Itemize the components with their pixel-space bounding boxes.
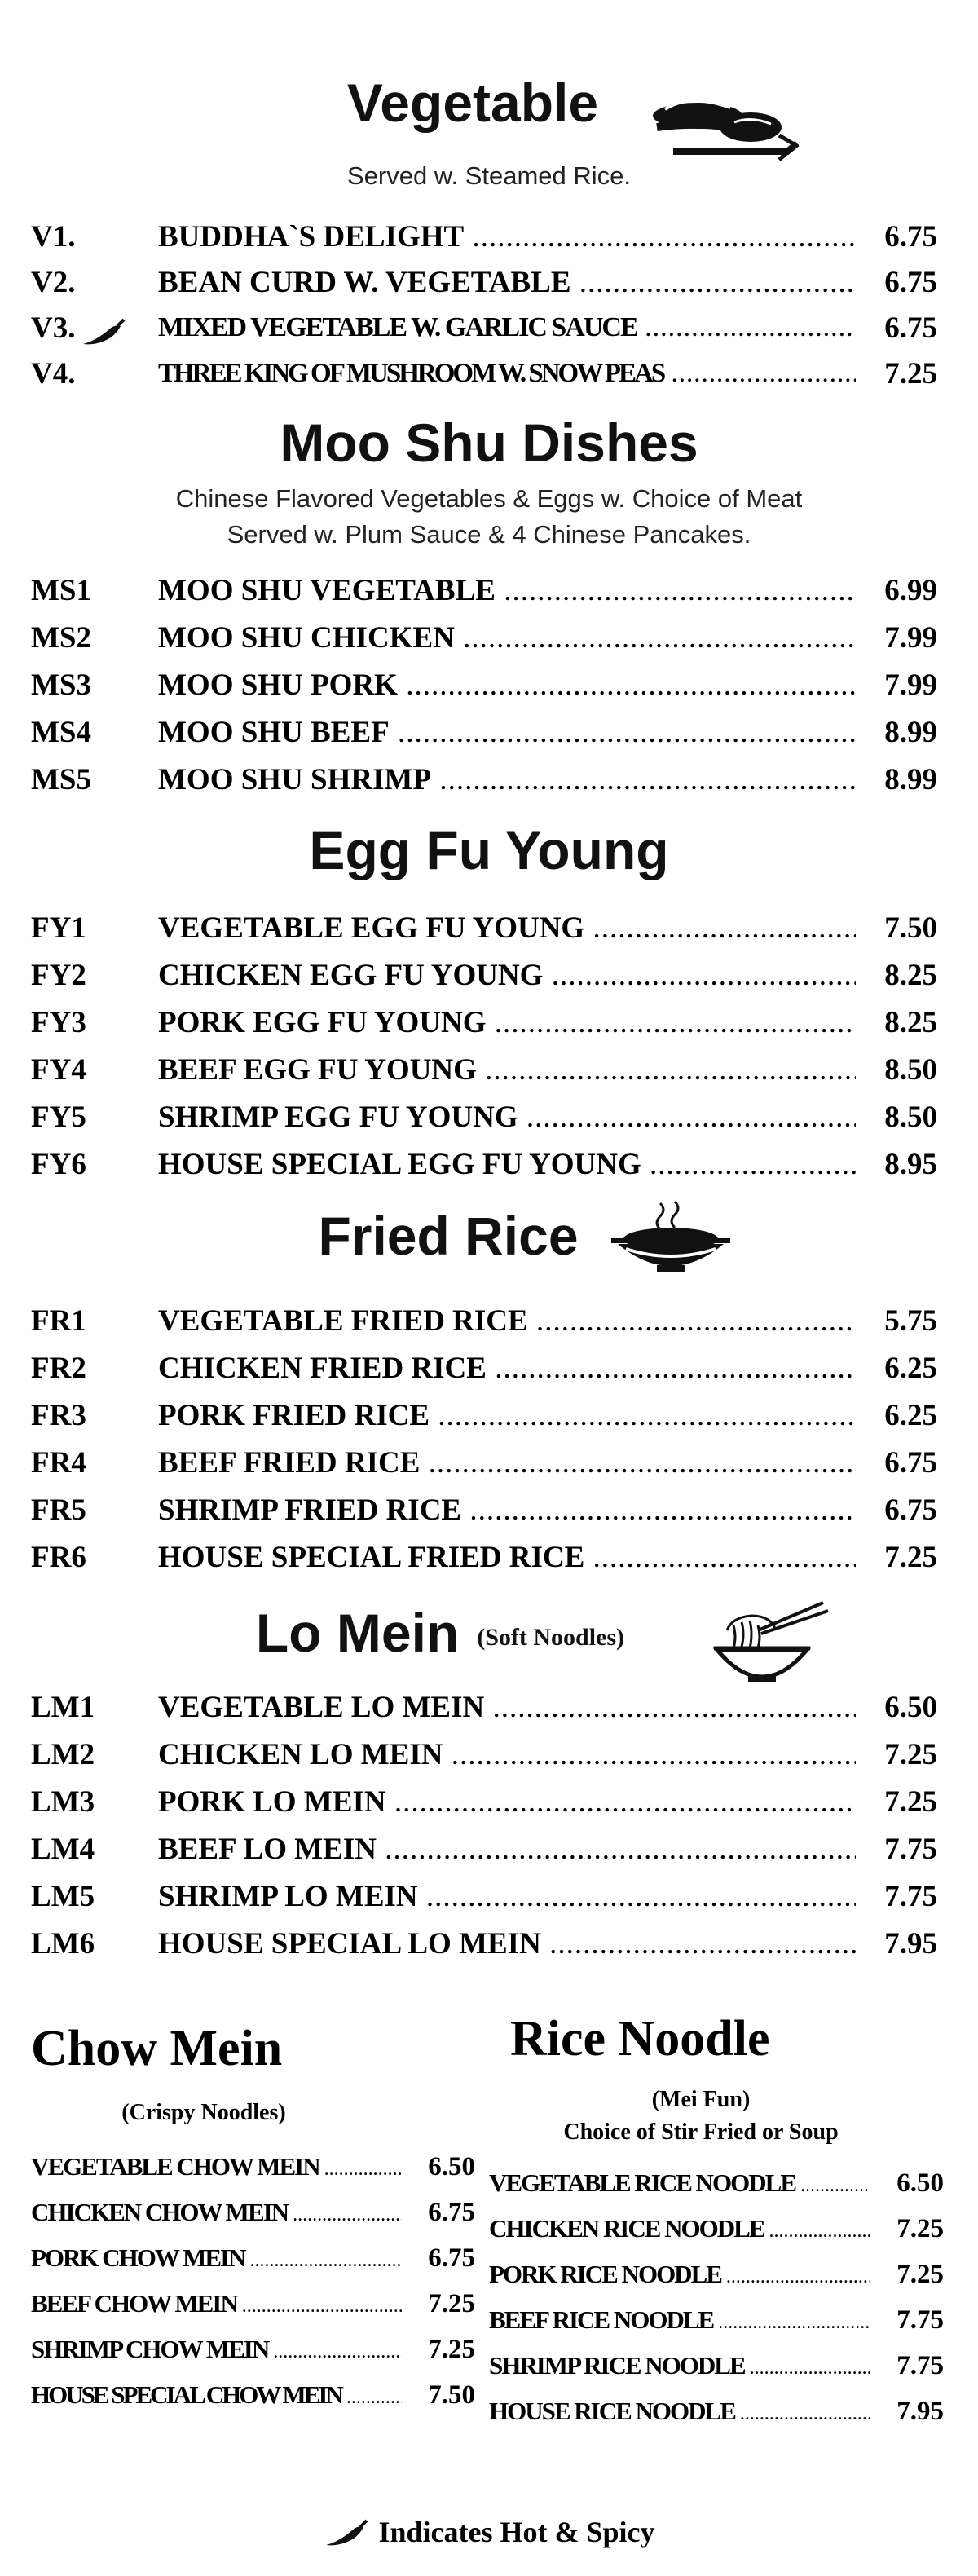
item-price: 7.75 bbox=[896, 2350, 944, 2380]
item-price: 7.99 bbox=[884, 620, 937, 655]
item-price: 6.75 bbox=[884, 1445, 937, 1480]
item-price: 8.25 bbox=[884, 958, 937, 992]
menu-item-lm3[interactable] bbox=[31, 1779, 937, 1824]
menu-item-chow-mein-shrimp[interactable] bbox=[31, 2327, 475, 2372]
section-title-egg-fu-young: Egg Fu Young bbox=[309, 820, 669, 880]
item-name: SHRIMP LO MEIN ..... bbox=[129, 1879, 856, 1914]
menu-item-ms5[interactable] bbox=[31, 756, 937, 802]
item-name: CHICKEN RICE NOODLE ..... bbox=[489, 2214, 870, 2243]
item-name: VEGETABLE LO MEIN ..... bbox=[129, 1690, 856, 1725]
moo-shu-subtitle-1: Chinese Flavored Vegetables & Eggs w. Choice of Meat bbox=[175, 484, 803, 513]
item-price: 6.50 bbox=[428, 2151, 475, 2181]
item-name: PORK FRIED RICE ..... bbox=[129, 1398, 856, 1433]
item-price: 8.50 bbox=[884, 1052, 937, 1087]
item-code: FY6 bbox=[31, 1147, 86, 1181]
item-price: 7.25 bbox=[884, 1737, 937, 1771]
item-name: HOUSE SPECIAL CHOW MEIN ..... bbox=[31, 2380, 402, 2410]
item-price: 7.25 bbox=[896, 2213, 944, 2243]
item-price: 7.99 bbox=[884, 668, 937, 702]
item-code: FR4 bbox=[31, 1445, 86, 1480]
item-code: FR1 bbox=[31, 1303, 86, 1338]
item-price: 7.25 bbox=[896, 2259, 944, 2289]
rice-noodle-subtitle-1: (Mei Fun) bbox=[651, 2087, 751, 2112]
menu-item-fy2[interactable] bbox=[31, 952, 937, 998]
item-price: 5.75 bbox=[884, 1303, 937, 1338]
item-name: HOUSE SPECIAL FRIED RICE ..... bbox=[129, 1540, 856, 1575]
item-name: MOO SHU SHRIMP ..... bbox=[129, 762, 856, 797]
item-price: 7.75 bbox=[896, 2305, 944, 2335]
item-name: MOO SHU CHICKEN ..... bbox=[129, 620, 856, 655]
item-price: 6.25 bbox=[884, 1351, 937, 1385]
item-code: V4. bbox=[31, 356, 76, 390]
menu-item-rice-noodle-shrimp[interactable] bbox=[489, 2343, 944, 2389]
menu-item-rice-noodle-house[interactable] bbox=[489, 2389, 944, 2434]
menu-item-fr2[interactable] bbox=[31, 1345, 937, 1391]
item-price: 6.50 bbox=[884, 1690, 937, 1724]
item-name: MOO SHU VEGETABLE ..... bbox=[129, 573, 856, 608]
chili-pepper-icon bbox=[323, 2519, 368, 2552]
item-code: MS5 bbox=[31, 762, 91, 796]
menu-item-ms3[interactable] bbox=[31, 662, 937, 708]
menu-item-lm5[interactable] bbox=[31, 1873, 937, 1919]
menu-item-v2[interactable] bbox=[31, 259, 937, 305]
spicy-legend bbox=[0, 2515, 978, 2552]
vegetable-subtitle: Served w. Steamed Rice. bbox=[346, 161, 632, 190]
item-price: 6.75 bbox=[884, 265, 937, 299]
item-price: 7.25 bbox=[884, 1784, 937, 1819]
item-name: SHRIMP RICE NOODLE ..... bbox=[489, 2351, 870, 2380]
item-price: 7.25 bbox=[884, 1540, 937, 1574]
menu-item-chow-mein-house-special[interactable] bbox=[31, 2372, 475, 2418]
item-name: VEGETABLE FRIED RICE ..... bbox=[129, 1303, 856, 1339]
item-name: SHRIMP FRIED RICE ..... bbox=[129, 1493, 856, 1528]
menu-item-fr6[interactable] bbox=[31, 1534, 937, 1580]
item-name: PORK EGG FU YOUNG ..... bbox=[129, 1005, 856, 1040]
menu-item-fr5[interactable] bbox=[31, 1487, 937, 1533]
item-code: FR6 bbox=[31, 1540, 86, 1574]
item-code: MS4 bbox=[31, 715, 91, 749]
item-name: BUDDHA`S DELIGHT ..... bbox=[129, 219, 856, 254]
rice-bowl-icon bbox=[610, 1198, 732, 1281]
item-name: MIXED VEGETABLE W. GARLIC SAUCE ..... bbox=[129, 312, 856, 343]
section-title-fried-rice bbox=[0, 1205, 978, 1267]
item-name: BEAN CURD W. VEGETABLE ..... bbox=[129, 265, 856, 300]
menu-item-v4[interactable] bbox=[31, 351, 937, 396]
lo-mein-note: (Soft Noodles) bbox=[477, 1623, 625, 1651]
item-price: 6.75 bbox=[884, 1493, 937, 1527]
item-name: HOUSE SPECIAL LO MEIN ..... bbox=[129, 1926, 856, 1961]
item-code: FY2 bbox=[31, 958, 86, 992]
item-price: 7.75 bbox=[884, 1879, 937, 1913]
menu-item-fy6[interactable] bbox=[31, 1141, 937, 1187]
item-price: 7.50 bbox=[884, 911, 937, 945]
section-title-lo-mein bbox=[0, 1602, 978, 1664]
item-name: CHICKEN FRIED RICE ..... bbox=[129, 1351, 856, 1386]
item-price: 7.25 bbox=[428, 2334, 475, 2364]
item-name: BEEF EGG FU YOUNG ..... bbox=[129, 1052, 856, 1087]
item-price: 7.25 bbox=[884, 356, 937, 390]
menu-item-chow-mein-beef[interactable] bbox=[31, 2281, 475, 2327]
menu-item-v3[interactable] bbox=[31, 305, 937, 351]
section-title-moo-shu: Moo Shu Dishes bbox=[280, 412, 698, 473]
item-name: CHICKEN EGG FU YOUNG ..... bbox=[129, 958, 856, 993]
item-price: 7.95 bbox=[884, 1926, 937, 1961]
menu-item-fy3[interactable] bbox=[31, 999, 937, 1045]
item-code: V1. bbox=[31, 219, 76, 254]
item-price: 7.25 bbox=[428, 2288, 475, 2318]
item-name: BEEF CHOW MEIN ..... bbox=[31, 2289, 402, 2318]
menu-item-rice-noodle-beef[interactable] bbox=[489, 2297, 944, 2343]
item-name: SHRIMP EGG FU YOUNG ..... bbox=[129, 1100, 856, 1135]
menu-item-chow-mein-chicken[interactable] bbox=[31, 2190, 475, 2235]
item-name: BEEF FRIED RICE ..... bbox=[129, 1445, 856, 1480]
menu-item-chow-mein-pork[interactable] bbox=[31, 2235, 475, 2281]
rice-noodle-subtitle-2: Choice of Stir Fried or Soup bbox=[563, 2119, 839, 2145]
item-price: 6.50 bbox=[896, 2168, 944, 2198]
menu-item-fr1[interactable] bbox=[31, 1298, 937, 1343]
item-name: THREE KING OF MUSHROOM W. SNOW PEAS ..... bbox=[129, 359, 856, 389]
section-title-rice-noodle: Rice Noodle bbox=[510, 2011, 770, 2067]
item-code: FY5 bbox=[31, 1100, 86, 1134]
menu-item-lm4[interactable] bbox=[31, 1826, 937, 1872]
item-price: 8.95 bbox=[884, 1147, 937, 1181]
item-name: PORK CHOW MEIN ..... bbox=[31, 2243, 402, 2273]
item-code: MS3 bbox=[31, 668, 91, 702]
item-name: PORK RICE NOODLE ..... bbox=[489, 2260, 870, 2289]
item-code: MS2 bbox=[31, 620, 91, 655]
item-price: 8.25 bbox=[884, 1005, 937, 1039]
menu-item-chow-mein-vegetable[interactable] bbox=[31, 2144, 475, 2190]
item-price: 8.99 bbox=[884, 715, 937, 749]
fried-rice-title: Fried Rice bbox=[318, 1206, 579, 1266]
item-price: 8.50 bbox=[884, 1100, 937, 1134]
moo-shu-subtitle-2: Served w. Plum Sauce & 4 Chinese Pancakes. bbox=[227, 520, 751, 549]
menu-item-fy5[interactable] bbox=[31, 1094, 937, 1140]
menu-item-lm2[interactable] bbox=[31, 1731, 937, 1777]
vegetable-icon bbox=[649, 85, 804, 170]
item-price: 6.99 bbox=[884, 573, 937, 607]
item-name: HOUSE SPECIAL EGG FU YOUNG ..... bbox=[129, 1147, 856, 1182]
item-name: BEEF LO MEIN ..... bbox=[129, 1832, 856, 1867]
noodle-bowl-icon bbox=[709, 1598, 831, 1692]
section-title-chow-mein: Chow Mein bbox=[31, 2021, 283, 2076]
item-code: FR3 bbox=[31, 1398, 86, 1432]
item-name: HOUSE RICE NOODLE ..... bbox=[489, 2397, 870, 2426]
chow-mein-subtitle: (Crispy Noodles) bbox=[121, 2100, 286, 2125]
item-price: 7.75 bbox=[884, 1832, 937, 1866]
menu-item-lm6[interactable] bbox=[31, 1921, 937, 1966]
item-name: VEGETABLE CHOW MEIN ..... bbox=[31, 2152, 402, 2181]
item-price: 6.75 bbox=[428, 2197, 475, 2227]
item-price: 7.50 bbox=[428, 2380, 475, 2410]
item-price: 6.25 bbox=[884, 1398, 937, 1432]
item-name: CHICKEN LO MEIN ..... bbox=[129, 1737, 856, 1772]
menu-item-lm1[interactable] bbox=[31, 1684, 937, 1730]
menu-item-rice-noodle-vegetable[interactable] bbox=[489, 2160, 944, 2206]
item-name: VEGETABLE RICE NOODLE ..... bbox=[489, 2168, 870, 2198]
item-code: V3. bbox=[31, 311, 76, 345]
menu-item-v1[interactable] bbox=[31, 214, 937, 259]
menu-item-fy1[interactable] bbox=[31, 905, 937, 951]
lo-mein-title: Lo Mein bbox=[255, 1603, 460, 1663]
item-code: LM3 bbox=[31, 1784, 95, 1819]
menu-item-fr3[interactable] bbox=[31, 1392, 937, 1438]
item-name: MOO SHU BEEF ..... bbox=[129, 715, 856, 750]
item-price: 6.75 bbox=[884, 311, 937, 345]
item-name: MOO SHU PORK ..... bbox=[129, 668, 856, 703]
item-price: 6.75 bbox=[428, 2243, 475, 2273]
item-name: BEEF RICE NOODLE ..... bbox=[489, 2305, 870, 2335]
vegetable-title: Vegetable bbox=[346, 73, 599, 133]
item-name: PORK LO MEIN ..... bbox=[129, 1784, 856, 1820]
menu-item-rice-noodle-chicken[interactable] bbox=[489, 2206, 944, 2252]
menu-item-fy4[interactable] bbox=[31, 1047, 937, 1092]
item-name: VEGETABLE EGG FU YOUNG ..... bbox=[129, 911, 856, 946]
item-code: FR5 bbox=[31, 1493, 86, 1527]
menu-item-ms2[interactable] bbox=[31, 615, 937, 660]
menu-item-ms1[interactable] bbox=[31, 567, 937, 613]
item-price: 8.99 bbox=[884, 762, 937, 796]
menu-item-rice-noodle-pork[interactable] bbox=[489, 2252, 944, 2297]
item-code: V2. bbox=[31, 265, 76, 299]
item-code: FY1 bbox=[31, 911, 86, 945]
item-code: MS1 bbox=[31, 573, 91, 607]
item-code: LM1 bbox=[31, 1690, 95, 1724]
item-price: 7.95 bbox=[896, 2396, 944, 2426]
section-title-vegetable bbox=[0, 72, 978, 134]
item-name: SHRIMP CHOW MEIN ..... bbox=[31, 2335, 402, 2364]
item-price: 6.75 bbox=[884, 219, 937, 254]
item-code: LM6 bbox=[31, 1926, 95, 1961]
item-code: FY3 bbox=[31, 1005, 86, 1039]
item-code: LM4 bbox=[31, 1832, 95, 1866]
item-code: LM2 bbox=[31, 1737, 95, 1771]
item-code: FR2 bbox=[31, 1351, 86, 1385]
item-name: CHICKEN CHOW MEIN ..... bbox=[31, 2198, 402, 2227]
item-code: FY4 bbox=[31, 1052, 86, 1087]
menu-item-ms4[interactable] bbox=[31, 709, 937, 755]
item-code: LM5 bbox=[31, 1879, 95, 1913]
menu-item-fr4[interactable] bbox=[31, 1440, 937, 1485]
legend-text: Indicates Hot & Spicy bbox=[378, 2516, 655, 2548]
